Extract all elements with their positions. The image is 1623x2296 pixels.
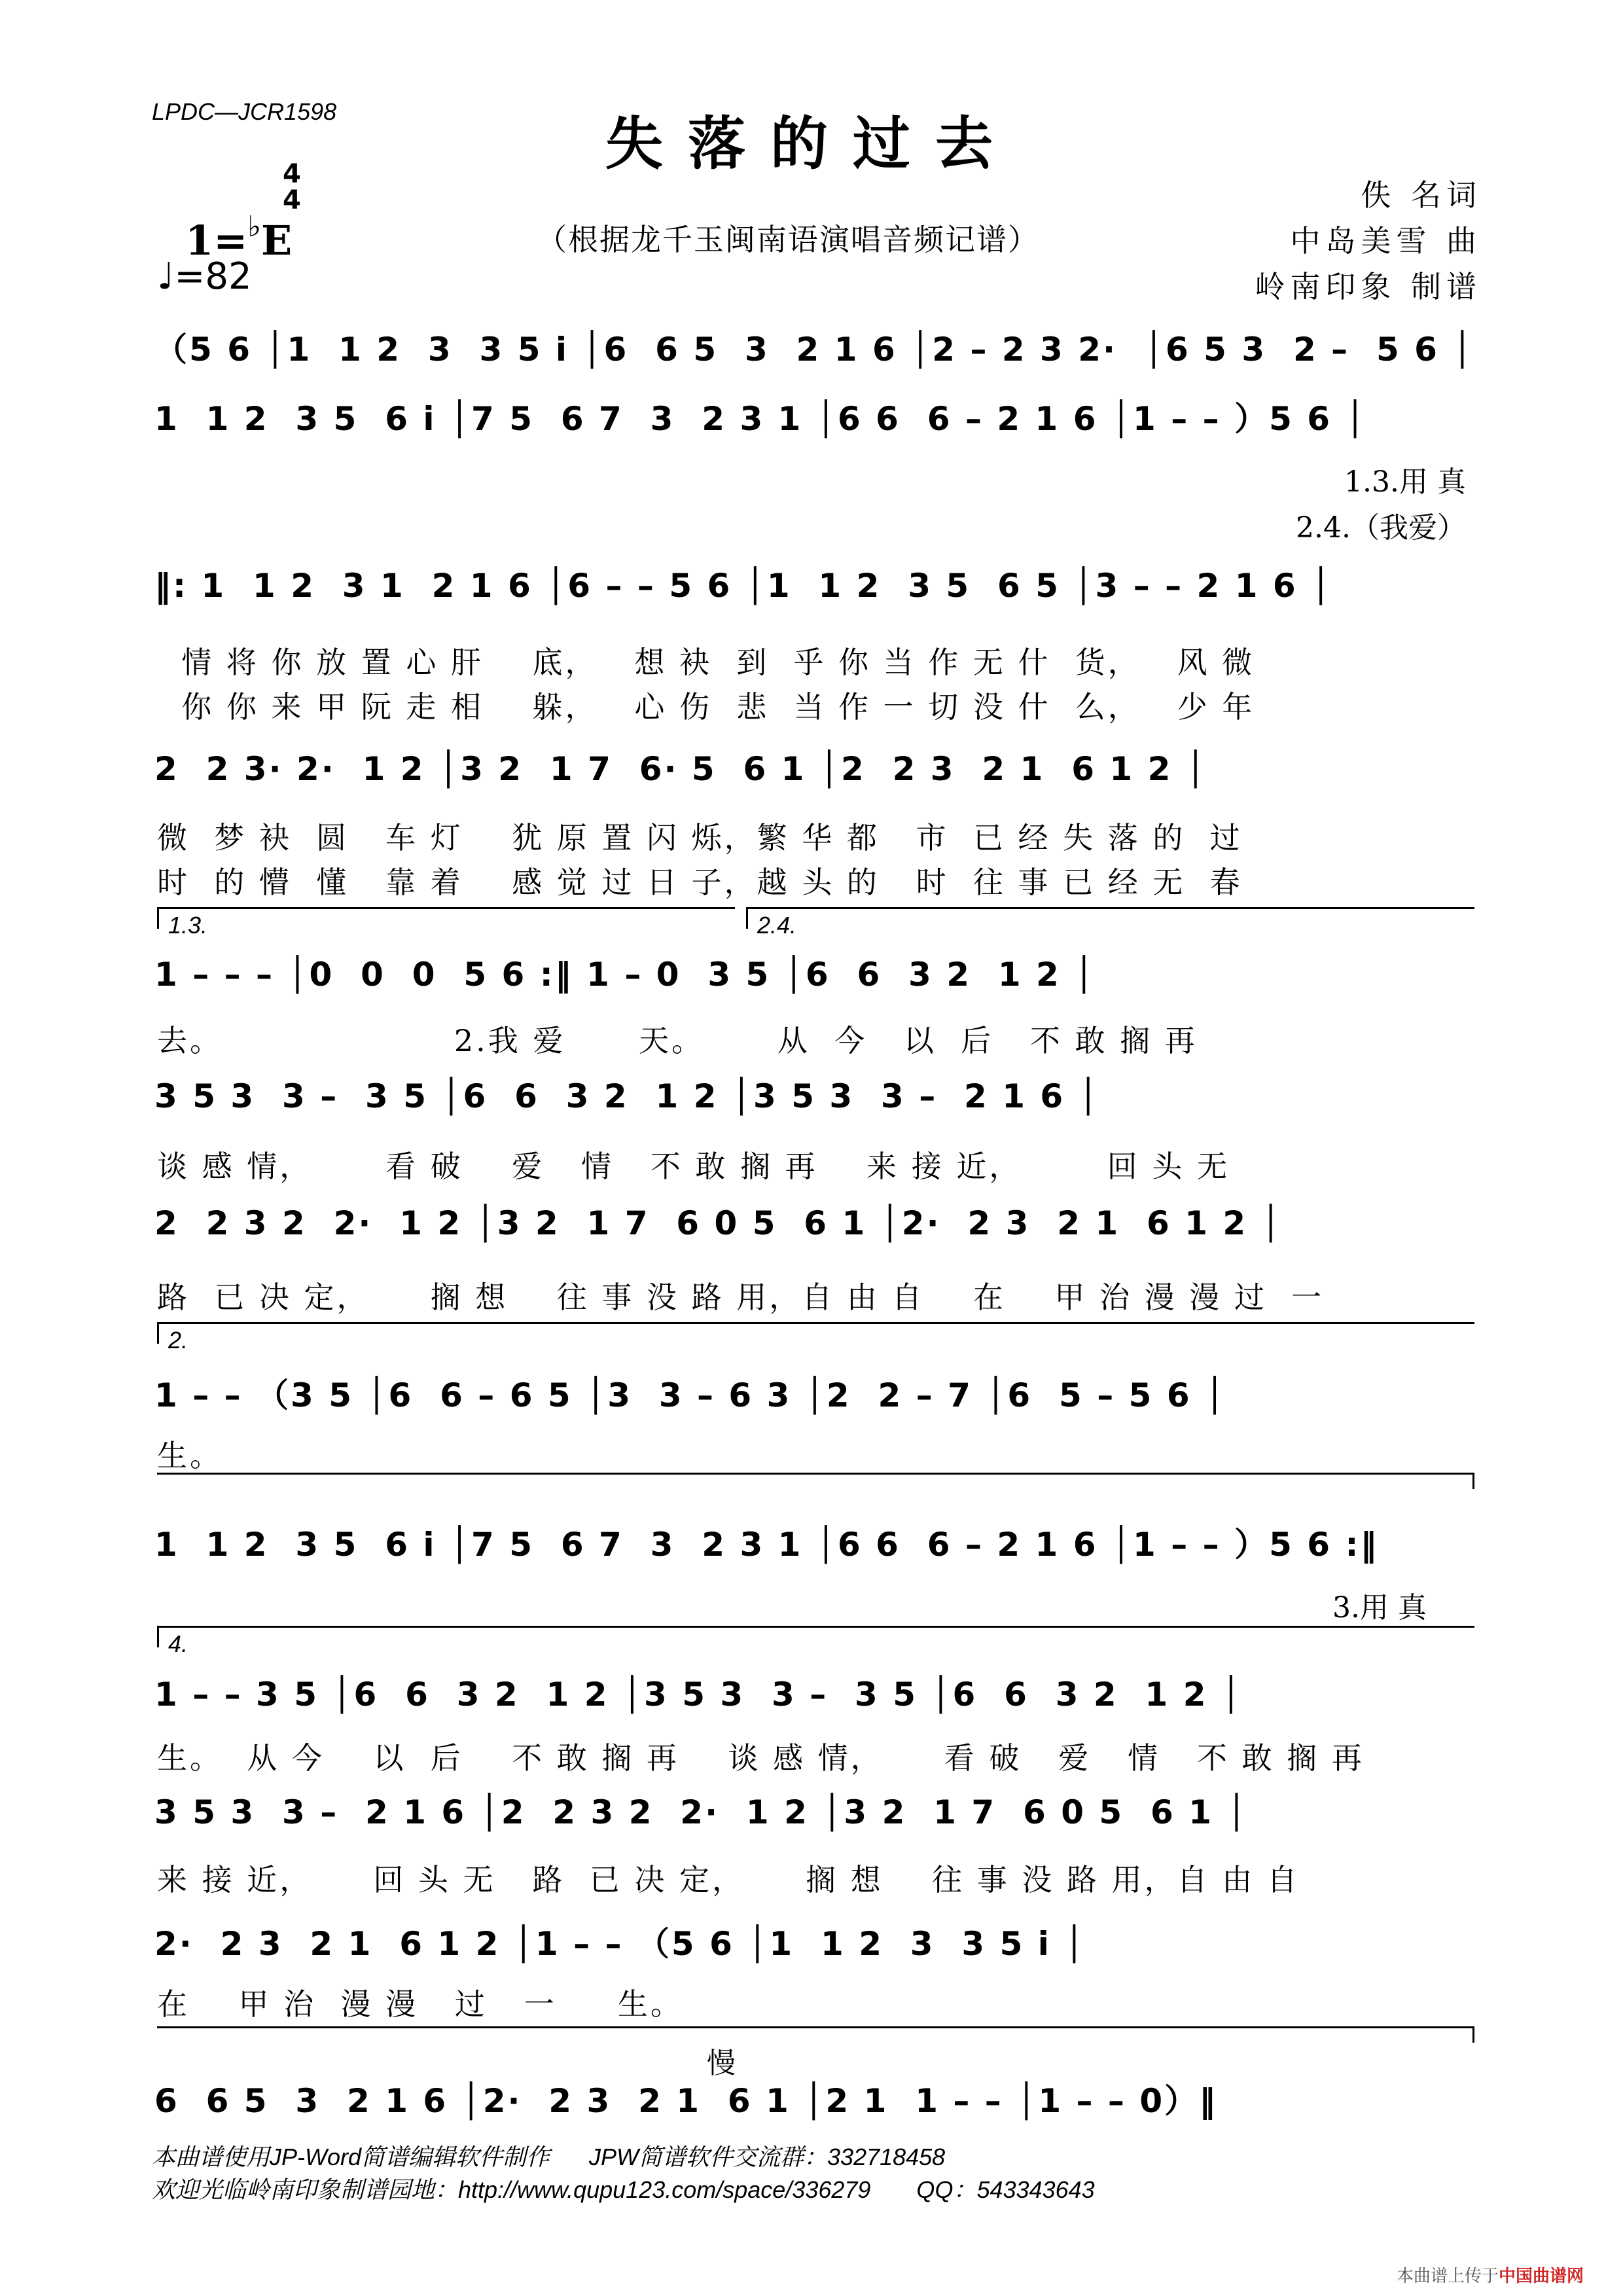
arranger: 岭南印象 制谱 bbox=[1255, 269, 1482, 304]
composer: 中岛美雪 曲 bbox=[1290, 223, 1482, 259]
notation-line-10: 1 – – 3 5 │6 6 3 2 1 2 │3 5 3 3 – 3 5 │6 6 3 2 1 2 │ bbox=[154, 1676, 1243, 1713]
volta-bracket-2: 2. bbox=[157, 1322, 1474, 1344]
lyric-line: 谈 感 情， 看 破 爱 情 不 敢 搁 再 来 接 近， 回 头 无 bbox=[157, 1149, 1230, 1184]
notation-line-8: 1 – – （3 5 │6 6 – 6 5 │3 3 – 6 3 │2 2 – 7 │6 5 – 5 6 │ bbox=[154, 1376, 1227, 1414]
lyric-line: 在 甲 治 漫 漫 过 一 生。 bbox=[157, 1986, 683, 2022]
lyricist: 佚 名词 bbox=[1361, 177, 1482, 213]
notation-line-11: 3 5 3 3 – 2 1 6 │2 2 3 2 2· 1 2 │3 2 1 7 6 0 5 6 1 │ bbox=[154, 1793, 1249, 1831]
volta-bracket-4: 4. bbox=[157, 1626, 1474, 1647]
lyric-line: 时 的 懵 懂 靠 着 感 觉 过 日 子，越 头 的 时 往 事 已 经 无 春 bbox=[157, 865, 1243, 900]
meter-bottom: 4 bbox=[283, 185, 301, 215]
key-note: E bbox=[261, 217, 293, 264]
lyric-line: 情 将 你 放 置 心 肝 底， 想 袂 到 乎 你 当 作 无 什 货， 风 微 bbox=[157, 645, 1255, 680]
ending-label: 1.3.用 真 bbox=[1344, 465, 1466, 499]
footer-line-2: 欢迎光临岭南印象制谱园地：http://www.qupu123.com/space/336279 QQ：543343643 bbox=[152, 2176, 1095, 2203]
section-bracket bbox=[157, 1473, 1474, 1489]
watermark: 本曲谱上传于中国曲谱网 bbox=[1396, 2267, 1584, 2286]
section-bracket bbox=[157, 2026, 1474, 2043]
notation-line-4: 2 2 3· 2· 1 2 │3 2 1 7 6· 5 6 1 │2 2 3 2 1 6 1 2 │ bbox=[154, 750, 1207, 788]
lyric-line: 路 已 决 定， 搁 想 往 事 没 路 用，自 由 自 在 甲 治 漫 漫 过 一 bbox=[157, 1280, 1325, 1315]
ending-label: 2.4.（我爱） bbox=[1296, 511, 1466, 545]
notation-line-13: 6 6 5 3 2 1 6 │2· 2 3 2 1 6 1 │2 1 1 – – │1 – – 0）‖ bbox=[154, 2082, 1218, 2120]
lyric-line: 生。 从 今 以 后 不 敢 搁 再 谈 感 情， 看 破 爱 情 不 敢 搁 再 bbox=[157, 1740, 1364, 1776]
score-code: LPDC—JCR1598 bbox=[152, 98, 337, 125]
notation-line-3: ‖: 1 1 2 3 1 2 1 6 │6 – – 5 6 │1 1 2 3 5 6 5 │3 – – 2 1 6 │ bbox=[154, 567, 1333, 605]
lyric-line: 你 你 来 甲 阮 走 相 躲， 心 伤 悲 当 作 一 切 没 什 么， 少 年 bbox=[157, 689, 1255, 725]
lyric-line: 来 接 近， 回 头 无 路 已 决 定， 搁 想 往 事 没 路 用，自 由 自 bbox=[157, 1862, 1300, 1897]
time-signature bbox=[283, 161, 301, 213]
subtitle: （根据龙千玉闽南语演唱音频记谱） bbox=[537, 222, 1039, 257]
notation-line-7: 2 2 3 2 2· 1 2 │3 2 1 7 6 0 5 6 1 │2· 2 3 2 1 6 1 2 │ bbox=[154, 1204, 1283, 1242]
volta-bracket-2-4: 2.4. bbox=[746, 907, 1474, 929]
footer-line-1: 本曲谱使用JP-Word简谱编辑软件制作 JPW简谱软件交流群：332718458 bbox=[152, 2144, 946, 2170]
notation-line-6: 3 5 3 3 – 3 5 │6 6 3 2 1 2 │3 5 3 3 – 2 1 6 │ bbox=[154, 1077, 1100, 1115]
notation-line-12: 2· 2 3 2 1 6 1 2 │1 – – （5 6 │1 1 2 3 3 5 i │ bbox=[154, 1925, 1086, 1963]
lyric-line: 生。 bbox=[157, 1438, 223, 1473]
key-signature bbox=[157, 162, 292, 264]
flat-icon: ♭ bbox=[247, 210, 262, 243]
notation-line-1: （5 6 │1 1 2 3 3 5 i │6 6 5 3 2 1 6 │2 – 2 3 2· │6 5 3 2 – 5 6 │ bbox=[154, 331, 1474, 368]
volta-bracket-1-3: 1.3. bbox=[157, 907, 735, 929]
notation-line-5: 1 – – – │0 0 0 5 6 :‖ 1 – 0 3 5 │6 6 3 2 1 2 │ bbox=[154, 956, 1096, 994]
key-prefix: 1= bbox=[185, 217, 248, 264]
lyric-line: 去。 2.我 爱 天。 从 今 以 后 不 敢 搁 再 bbox=[157, 1023, 1198, 1058]
tempo-marking: ♩=82 bbox=[157, 255, 252, 298]
meter-top: 4 bbox=[283, 159, 301, 189]
notation-line-2: 1 1 2 3 5 6 i │7 5 6 7 3 2 3 1 │6 6 6 – 2 1 6 │1 – – ）5 6 │ bbox=[154, 400, 1367, 438]
ending-label: 3.用 真 bbox=[1332, 1591, 1427, 1624]
tempo-slow-marking: 慢 bbox=[707, 2047, 736, 2080]
notation-line-9: 1 1 2 3 5 6 i │7 5 6 7 3 2 3 1 │6 6 6 – 2 1 6 │1 – – ）5 6 :‖ bbox=[154, 1526, 1379, 1564]
page-title: 失落的过去 bbox=[605, 109, 1018, 177]
lyric-line: 微 梦 袂 圆 车 灯 犹 原 置 闪 烁，繁 华 都 市 已 经 失 落 的 过 bbox=[157, 820, 1243, 855]
